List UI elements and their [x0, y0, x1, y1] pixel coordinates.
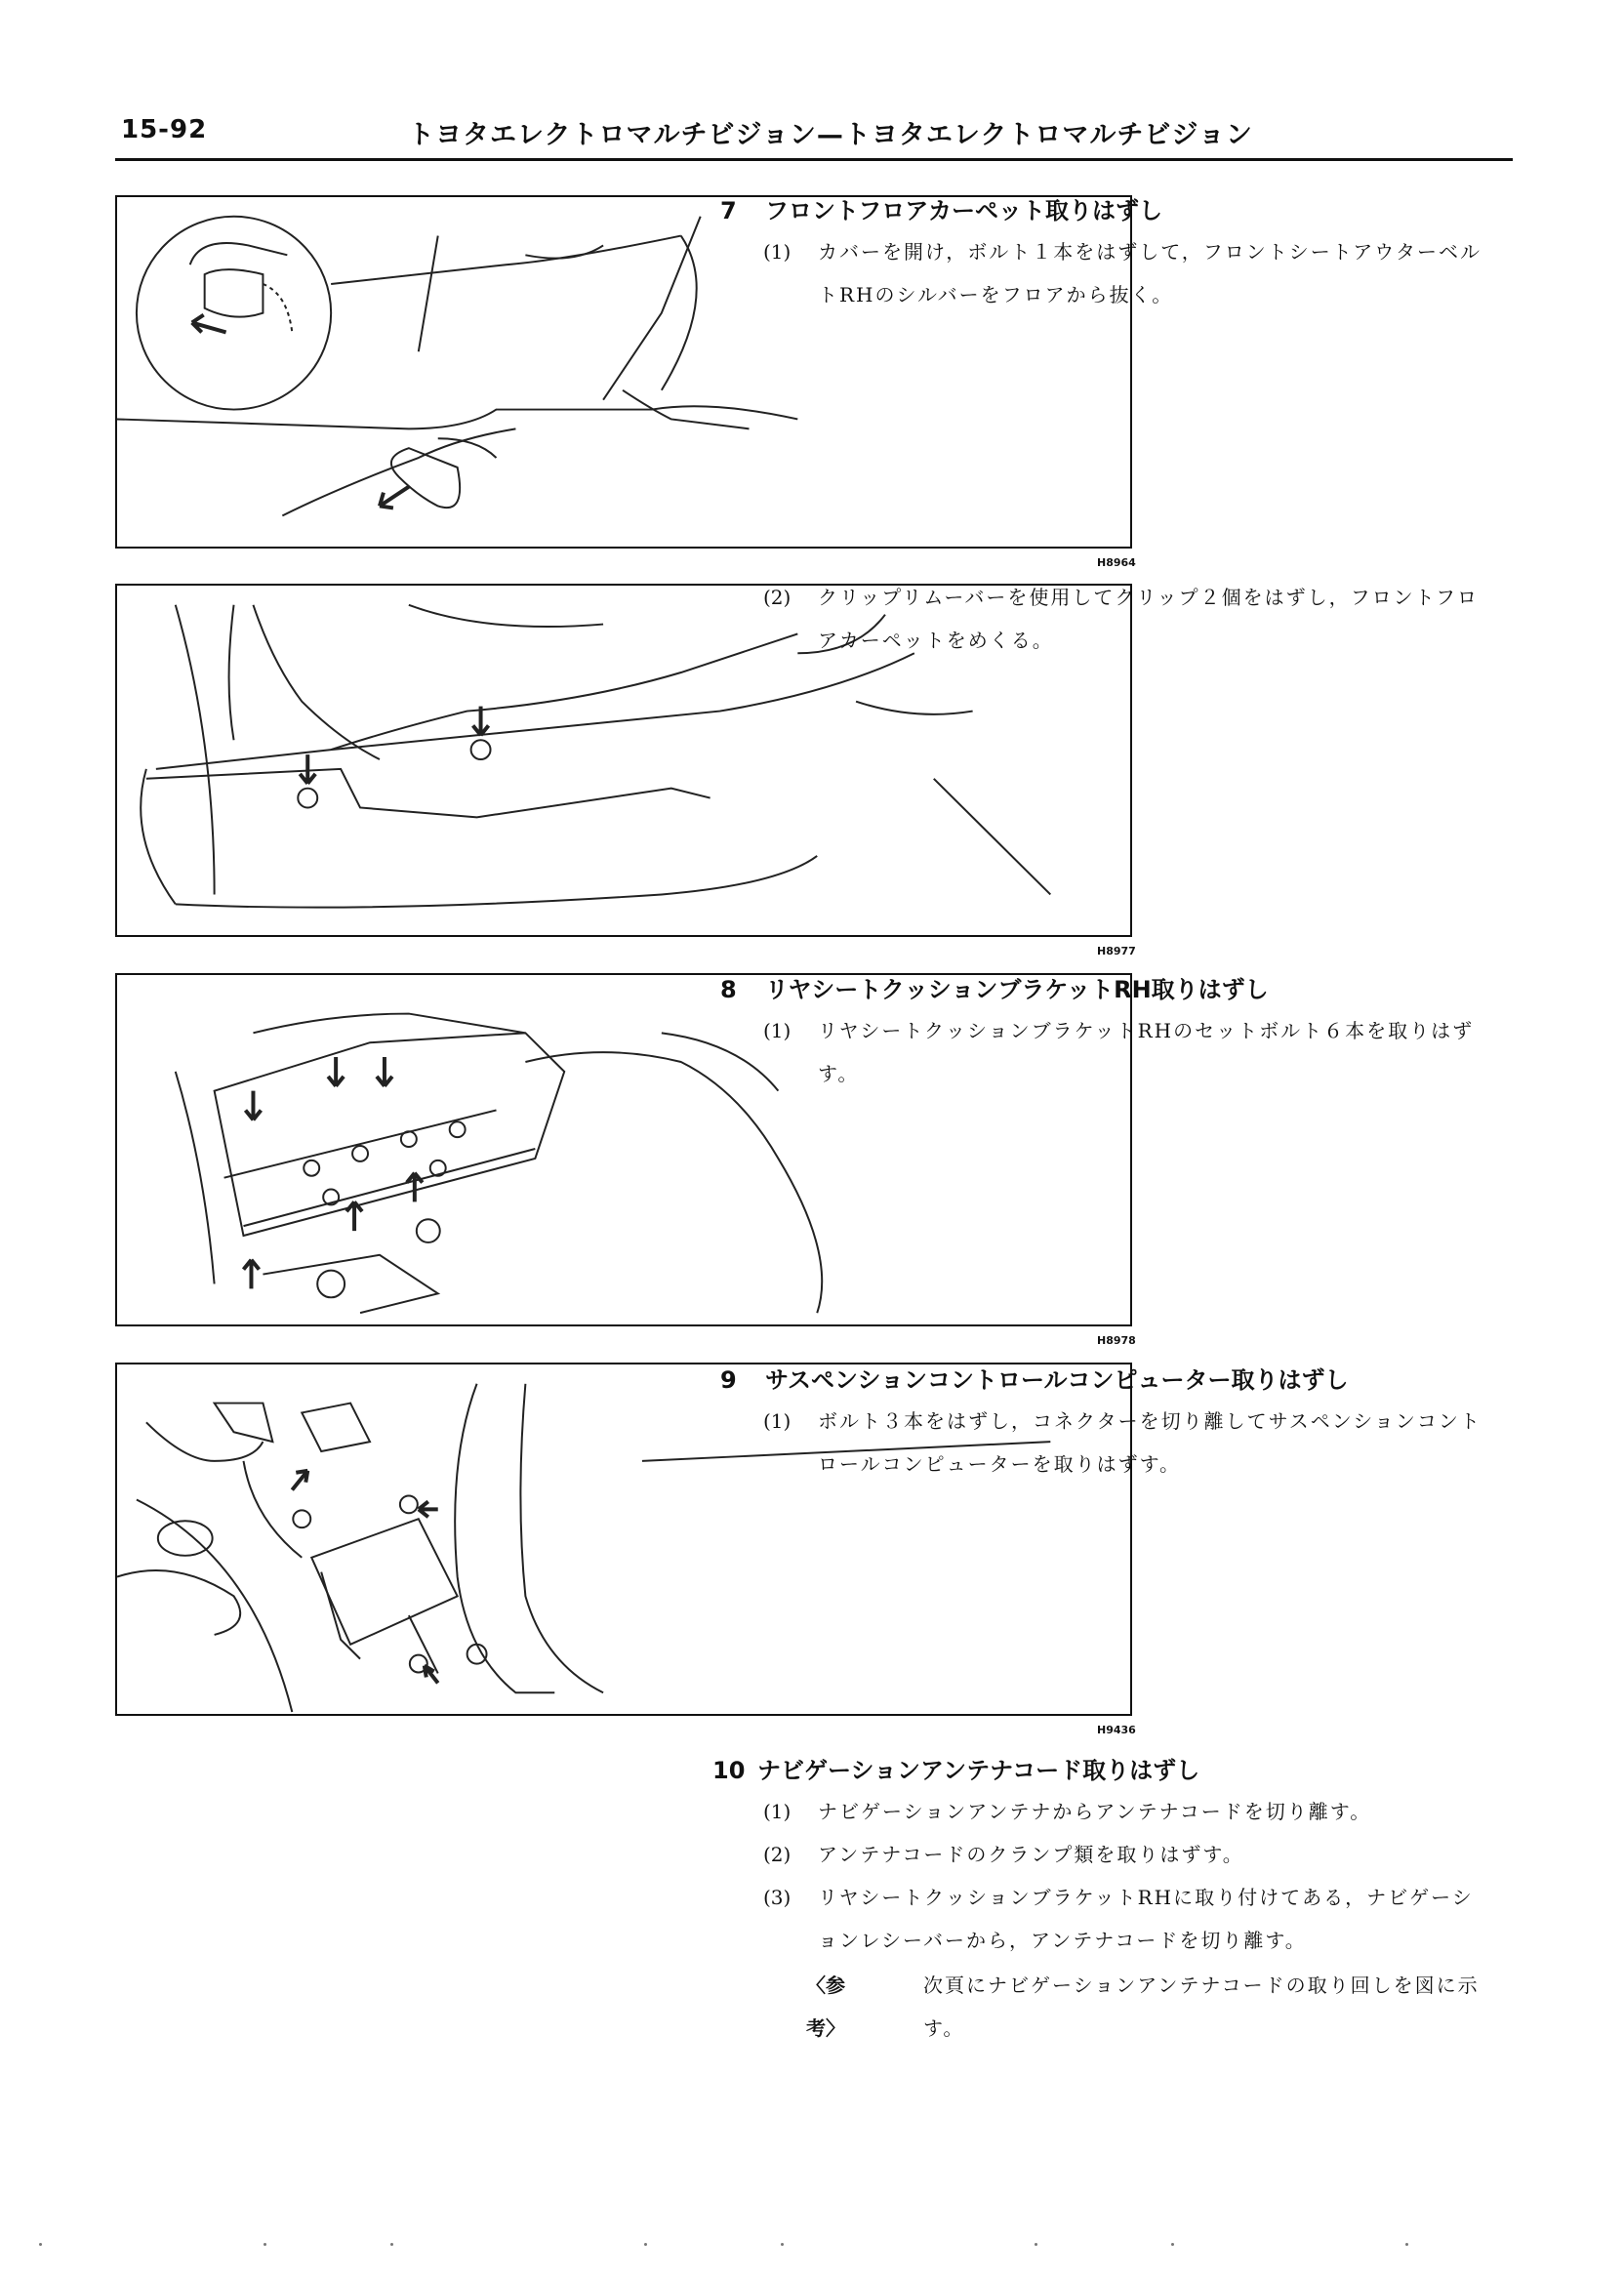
figure-code: H8978 [1097, 1334, 1136, 1347]
scan-speck [39, 2243, 42, 2246]
step-number: (3) [763, 1886, 792, 1909]
scan-speck [781, 2243, 784, 2246]
note-label: 〈参考〉 [806, 1974, 845, 2040]
step-text: ボルト３本をはずし，コネクターを切り離してサスペンションコントロールコンピューターを取りはずす。 [818, 1409, 1482, 1476]
scan-speck [644, 2243, 647, 2246]
step-number: (1) [763, 240, 792, 264]
section-number: 9 [720, 1366, 737, 1394]
section-title [712, 1751, 1199, 1785]
page-header-title: トヨタエレクトロマルチビジョン—トヨタエレクトロマルチビジョン [408, 120, 1253, 150]
page-number: 15-92 [121, 115, 208, 144]
step-number: (1) [763, 1409, 792, 1433]
note-text: 次頁にナビゲーションアンテナコードの取り回しを図に示す。 [923, 1974, 1480, 2040]
section-title [720, 1361, 1348, 1395]
section-number: 10 [712, 1757, 746, 1784]
section-title-text: ナビゲーションアンテナコード取りはずし [757, 1757, 1200, 1784]
step-number: (2) [763, 1843, 792, 1866]
step-text: リヤシートクッションブラケットRHのセットボルト６本を取りはずす。 [818, 1019, 1475, 1085]
scan-speck [1035, 2243, 1037, 2246]
section-title [720, 191, 1162, 225]
step-text: アンテナコードのクランプ類を取りはずす。 [818, 1843, 1244, 1866]
step-text: リヤシートクッションブラケットRHに取り付けてある，ナビゲーションレシーバーから，アンテナコードを切り離す。 [818, 1886, 1474, 1952]
scan-speck [1405, 2243, 1408, 2246]
figure-code: H9436 [1097, 1724, 1136, 1736]
section-title-text: フロントフロアカーペット取りはずし [765, 197, 1163, 224]
step-number: (2) [763, 586, 792, 609]
section-number: 8 [720, 976, 737, 1003]
figure-code: H8964 [1097, 556, 1136, 569]
scan-speck [1171, 2243, 1174, 2246]
section-title [720, 970, 1269, 1004]
figure-code: H8977 [1097, 945, 1136, 957]
section-title-text: リヤシートクッションブラケットRH取りはずし [765, 976, 1269, 1003]
scan-speck [390, 2243, 393, 2246]
step-text: クリップリムーバーを使用してクリップ２個をはずし，フロントフロアカーペットをめくる。 [818, 586, 1479, 652]
scan-speck [264, 2243, 266, 2246]
step-number: (1) [763, 1800, 792, 1823]
step-text: ナビゲーションアンテナからアンテナコードを切り離す。 [818, 1800, 1372, 1823]
step-text: カバーを開け，ボルト１本をはずして，フロントシートアウターベルトRHのシルバーをフロアから抜く。 [818, 240, 1482, 306]
header-rule [115, 158, 1513, 161]
step-number: (1) [763, 1019, 792, 1042]
section-number: 7 [720, 197, 737, 224]
section-title-text: サスペンションコントロールコンピューター取りはずし [765, 1366, 1349, 1394]
